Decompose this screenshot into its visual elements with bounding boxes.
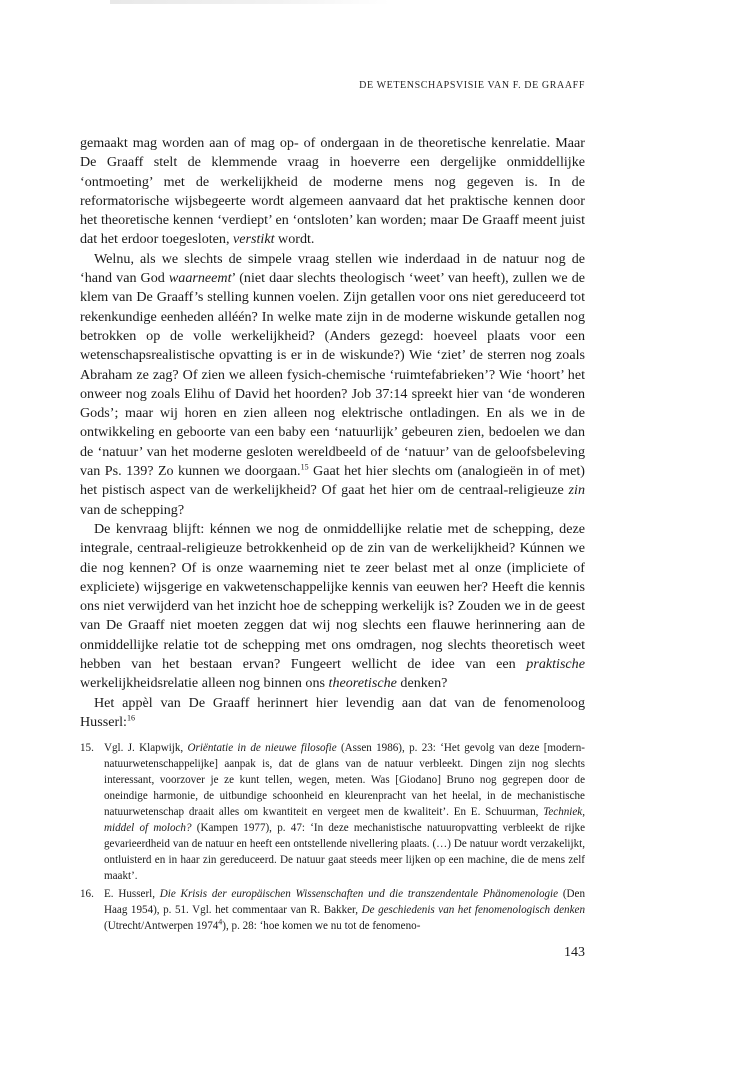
page-number: 143 (564, 945, 585, 960)
scan-edge-mark (110, 0, 390, 4)
italic-text: Die Krisis der europäischen Wissenschaften und die transzendentale Phänomenologie (159, 888, 559, 900)
footnote-text: E. Husserl, Die Krisis der europäischen Wissenschaften und die transzendentale Phänomenologie (Den Haag 1954), p. 51. Vgl. het commentaar van R. Bakker, De geschiedenis van het fenomenologisch denken (Utrecht/Antwerpen 1974$^4$), p. 28: ‘hoe komen we nu tot de fenomeno- (104, 888, 585, 932)
body-text (80, 134, 585, 732)
italic-text: De geschiedenis van het fenomenologisch denken (361, 904, 585, 916)
italic-text: waarneemt (168, 270, 232, 287)
footnotes (80, 740, 585, 936)
italic-text: Techniek, middel of moloch? (104, 806, 585, 834)
italic-text: zin (568, 482, 585, 499)
footnote-text: Vgl. J. Klapwijk, Oriëntatie in de nieuwe filosofie (Assen 1986), p. 23: ‘Het gevolg van deze [modern-natuurwetenschappelijke] aanpak is, dat de glans van de natuur verbleekt. Dingen zijn nog slechts interessant, voorzover je ze kunt tellen, wegen, meten. Was [Giodano] Bruno nog gegrepen door de oneindige harmonie, de uitbundige schoonheid en kleurenpracht van het heelal, in de mechanistische natuurwetenschap draait alles om kwantiteit en vergeet men de kwaliteit’. En E. Schuurman, Techniek, middel of moloch? (Kampen 1977), p. 47: ‘In deze mechanistische natuuropvatting verbleekt de rijke gevarieerdheid van de natuur en heeft een ontstellende nivellering plaats. (…) De natuur wordt verzakelijkt, ontluisterd en in haar zin gereduceerd. De natuur gaat steeds meer lijken op een machine, die de mens zelf maakt’. (104, 742, 586, 882)
paragraph: Het appèl van De Graaff herinnert hier levendig aan dat van de fenomenoloog Husserl:$^{16}$ (80, 694, 585, 730)
footnote-ref: 4 (218, 917, 223, 927)
paragraph: Welnu, als we slechts de simpele vraag stellen wie inderdaad in de natuur nog de ‘hand van God waarneemt’ (niet daar slechts theologisch ‘weet’ van heeft), zullen we de klem van De Graaff’s stelling kunnen voelen. Zijn getallen voor ons niet gereduceerd tot rekenkundige eenheden alléén? In welke mate zijn in de moderne wiskunde getallen nog betrokken op de volle werkelijkheid? (Anders gezegd: hoeveel plaats voor een wetenschapsrealistische opvatting is er in de wiskunde?) Wie ‘ziet’ de sterren nog zoals Abraham ze zag? Of zien we alleen fysich-chemische ‘ruimtefabrieken’? Wie ‘hoort’ het onweer nog zoals Elihu of David het hoorden? Job 37:14 spreekt hier van ‘de wonderen Gods’; maar wij horen en zien alleen nog elektrische ontladingen. En als we in de ontwikkeling en geboorte van een baby een ‘natuurlijk’ gebeuren zien, bedoelen we dan de ‘natuur’ van het moderne gesloten wereldbeeld of de ‘natuur’ van de geloofsbeleving van Ps. 139? Zo kunnen we doorgaan.$^{15}$ Gaat het hier slechts om (analogieën in of met) het pistisch aspect van de werkelijkheid? Of gaat het hier om de centraal-religieuze zin van de schepping? (80, 250, 586, 518)
footnote-ref: 16 (126, 713, 135, 723)
paragraph: gemaakt mag worden aan of mag op- of ondergaan in de theoretische kenrelatie. Maar De Graaff stelt de klemmende vraag in hoeverre een dergelijke onmiddellijke ‘ontmoeting’ met de werkelijkheid de moderne mens nog gegeven is. In de reformatorische wijsbegeerte wordt algemeen aanvaard dat het praktische kennen door het theoretische kennen ‘verdiept’ en ‘ontsloten’ kan worden; maar De Graaff meent juist dat het erdoor toegesloten, verstikt wordt. (80, 135, 585, 248)
footnote (80, 740, 585, 884)
running-head: DE WETENSCHAPSVISIE VAN F. DE GRAAFF (359, 80, 585, 91)
italic-text: verstikt (233, 231, 275, 248)
italic-text: theoretische (328, 675, 397, 692)
italic-text: praktische (526, 656, 585, 673)
paragraph: De kenvraag blijft: kénnen we nog de onmiddellijke relatie met de schepping, deze integrale, centraal-religieuze betrokkenheid op de zin van de werkelijkheid? Kúnnen we die nog kennen? Of is onze waarneming niet te zeer belast met al onze (impliciete of expliciete) wijsgerige en vakwetenschappelijke kennis van eeuwen her? Heeft die kennis ons niet verwijderd van het inzicht hoe de schepping werkelijk is? Zouden we in de geest van De Graaff niet moeten zeggen dat wij nog slechts een flauwe herinnering aan de onmiddellijke relatie tot de schepping met ons omdragen, nog slechts theoretisch weet hebben van het bestaan ervan? Fungeert wellicht de idee van een praktische werkelijkheidsrelatie alleen nog binnen ons theoretische denken? (80, 520, 585, 692)
footnote (80, 886, 585, 934)
footnote-number: 16. (80, 888, 94, 900)
footnote-number: 15. (80, 742, 94, 754)
italic-text: Oriëntatie in de nieuwe filosofie (187, 742, 337, 754)
footnote-ref: 15 (300, 462, 309, 472)
